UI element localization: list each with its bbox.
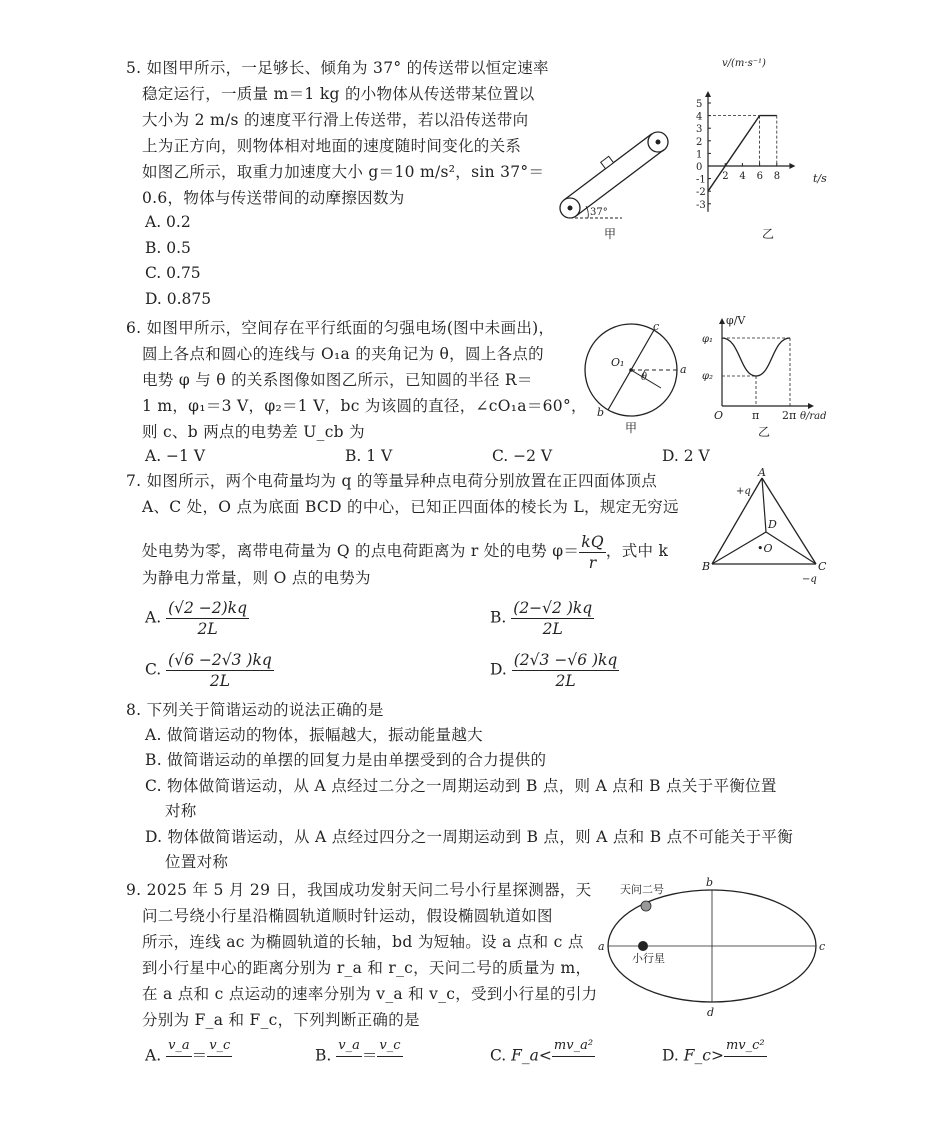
x-tick-label: 2 bbox=[722, 171, 729, 182]
tetrahedron-figure bbox=[700, 466, 840, 588]
q5-option-a: A. 0.2 bbox=[145, 213, 191, 231]
center-o: •O bbox=[757, 542, 773, 555]
y-tick-label: 3 bbox=[696, 124, 703, 136]
caption-jia: 甲 bbox=[625, 421, 638, 435]
option-numerator: (√6 −2√3 )kq bbox=[168, 651, 272, 669]
vertex-b: B bbox=[702, 560, 711, 573]
q8-option-d-cont: 位置对称 bbox=[165, 853, 229, 871]
x-tick-label: 4 bbox=[739, 171, 746, 182]
q7-line: A、C 处，O 点为底面 BCD 的中心，已知正四面体的棱长为 L，规定无穷远 bbox=[142, 498, 679, 516]
q8-option-b: B. 做简谐运动的单摆的回复力是由单摆受到的合力提供的 bbox=[145, 751, 547, 769]
x-tick-label: 6 bbox=[756, 171, 763, 182]
vertex-a: A bbox=[758, 466, 766, 479]
q8-stem: 8. 下列关于简谐运动的说法正确的是 bbox=[126, 701, 384, 719]
q6-option-a: A. −1 V bbox=[145, 447, 206, 465]
y-tick-label: 0 bbox=[696, 162, 703, 173]
q5-option-b: B. 0.5 bbox=[145, 239, 191, 257]
y-axis-arrow bbox=[705, 91, 711, 97]
option-denominator: 2L bbox=[542, 620, 563, 638]
q6-line: 圆上各点和圆心的连线与 O₁a 的夹角记为 θ，圆上各点的 bbox=[142, 345, 544, 363]
phi-theta-graph bbox=[700, 316, 840, 440]
circle-figure bbox=[575, 318, 695, 436]
option-numerator: v_c bbox=[377, 1036, 402, 1057]
q7-option-b bbox=[490, 598, 594, 639]
label-o1: O₁ bbox=[611, 356, 625, 369]
q6-line: 1 m，φ₁＝3 V，φ₂＝1 V，bc 为该圆的直径，∠cO₁a＝60°， bbox=[142, 397, 587, 415]
q5-option-d: D. 0.875 bbox=[145, 290, 212, 308]
q9-option-d bbox=[662, 1036, 767, 1077]
option-relation: ＝ bbox=[191, 1046, 208, 1065]
q8-option-c-cont: 对称 bbox=[165, 802, 197, 820]
option-numerator: v_c bbox=[207, 1036, 232, 1057]
probe-label: 天问二号 bbox=[620, 883, 664, 896]
vertex-d: D bbox=[768, 518, 777, 531]
q7-line3-tail: ，式中 k bbox=[605, 542, 669, 560]
label-theta: θ bbox=[641, 372, 648, 383]
phi-curve bbox=[722, 338, 790, 376]
y-tick-label: 1 bbox=[696, 149, 703, 161]
phi-ylabel: φ/V bbox=[726, 316, 746, 327]
option-numerator: v_a bbox=[336, 1036, 362, 1057]
vertex-c: C bbox=[818, 560, 827, 573]
q8-option-d: D. 物体做简谐运动，从 A 点经过四分之一周期运动到 B 点，则 A 点和 B 点不可能关于平衡 bbox=[145, 828, 794, 846]
label-b: b bbox=[597, 406, 605, 419]
option-denominator: 2L bbox=[197, 620, 218, 638]
option-relation: < bbox=[538, 1046, 552, 1065]
block-on-belt bbox=[601, 156, 614, 168]
option-label: C. bbox=[490, 1046, 507, 1065]
q5-line: 如图乙所示，取重力加速度大小 g＝10 m/s²，sin 37°＝ bbox=[142, 163, 545, 181]
q5-line: 稳定运行，一质量 m＝1 kg 的小物体从传送带某位置以 bbox=[142, 85, 535, 103]
y-tick-label: -3 bbox=[696, 199, 706, 211]
option-numerator: mv_a² bbox=[552, 1036, 595, 1057]
q5-line: 上为正方向，则物体相对地面的速度随时间变化的关系 bbox=[142, 137, 522, 155]
q7-option-a bbox=[145, 598, 249, 639]
q7-line3-text: 处电势为零，离带电荷量为 Q 的点电荷距离为 r 处的电势 φ＝ bbox=[142, 542, 580, 560]
formula-numerator: kQ bbox=[581, 532, 604, 551]
option-label: D. bbox=[490, 660, 507, 679]
q7-line: 为静电力常量，则 O 点的电势为 bbox=[142, 569, 371, 587]
q7-option-c bbox=[145, 650, 274, 691]
option-lhs: F_a bbox=[511, 1046, 539, 1065]
label-c: c bbox=[653, 320, 660, 333]
q5-line: 5. 如图甲所示，一足够长、倾角为 37° 的传送带以恒定速率 bbox=[126, 59, 549, 77]
q6-line: 则 c、b 两点的电势差 U_cb 为 bbox=[142, 423, 365, 441]
option-label: B. bbox=[315, 1046, 332, 1065]
y-tick-label: -1 bbox=[696, 174, 706, 186]
q9-line: 所示，连线 ac 为椭圆轨道的长轴，bd 为短轴。设 a 点和 c 点 bbox=[142, 933, 584, 951]
q9-option-a bbox=[145, 1036, 232, 1077]
vt-axes bbox=[705, 91, 795, 212]
q9-line: 到小行星中心的距离分别为 r_a 和 r_c，天问二号的质量为 m， bbox=[142, 959, 592, 977]
conveyor-figure bbox=[552, 122, 682, 242]
x-axis-arrow bbox=[789, 163, 795, 169]
asteroid-marker bbox=[638, 941, 648, 951]
probe-marker bbox=[641, 901, 651, 911]
q9-line: 问二号绕小行星沿椭圆轨道顺时针运动，假设椭圆轨道如图 bbox=[142, 907, 553, 925]
q8-option-c: C. 物体做简谐运动，从 A 点经过二分之一周期运动到 B 点，则 A 点和 B 点关于平衡位置 bbox=[145, 777, 777, 795]
option-label: A. bbox=[145, 608, 162, 627]
point-b: b bbox=[706, 876, 714, 889]
option-numerator: v_a bbox=[166, 1036, 192, 1057]
formula-denominator: r bbox=[588, 553, 597, 572]
option-denominator: 2L bbox=[555, 672, 576, 690]
q9-option-b bbox=[315, 1036, 403, 1077]
potential-formula bbox=[579, 532, 606, 573]
point-c: c bbox=[819, 940, 826, 953]
option-label: C. bbox=[145, 660, 162, 679]
option-lhs: F_c bbox=[683, 1046, 711, 1065]
q5-line: 大小为 2 m/s 的速度平行滑上传送带，若以沿传送带向 bbox=[142, 111, 529, 129]
y-tick-label: 4 bbox=[696, 111, 703, 123]
option-relation: ＝ bbox=[361, 1046, 378, 1065]
asteroid-label: 小行星 bbox=[632, 952, 665, 965]
vt-graph bbox=[688, 58, 838, 248]
q9-line: 分别为 F_a 和 F_c，下列判断正确的是 bbox=[142, 1011, 420, 1029]
point-a: a bbox=[598, 940, 605, 953]
q6-line: 电势 φ 与 θ 的关系图像如图乙所示，已知圆的半径 R＝ bbox=[142, 371, 533, 389]
angle-label: 37° bbox=[590, 207, 608, 218]
point-d: d bbox=[707, 1006, 715, 1019]
q5-line: 0.6，物体与传送带间的动摩擦因数为 bbox=[142, 189, 405, 207]
charge-minus-q: −q bbox=[802, 574, 817, 585]
q7-line3 bbox=[142, 530, 668, 573]
q7-option-d bbox=[490, 650, 619, 691]
caption-yi: 乙 bbox=[762, 227, 775, 241]
q6-option-b: B. 1 V bbox=[345, 447, 393, 465]
x-tick-label: 8 bbox=[773, 171, 781, 182]
option-numerator: (2−√2 )kq bbox=[513, 599, 593, 617]
origin-label: O bbox=[714, 409, 724, 422]
caption-jia: 甲 bbox=[604, 227, 617, 241]
y-tick-label: -2 bbox=[696, 187, 706, 199]
velocity-segment bbox=[708, 116, 760, 192]
q9-option-c bbox=[490, 1036, 595, 1077]
theta-xlabel: θ/rad bbox=[800, 411, 827, 422]
pi-label: π bbox=[752, 409, 760, 422]
charge-plus-q: +q bbox=[736, 486, 751, 497]
phi2-label: φ₂ bbox=[702, 371, 714, 382]
q9-line: 在 a 点和 c 点运动的速率分别为 v_a 和 v_c，受到小行星的引力 bbox=[142, 985, 598, 1003]
y-tick-label: 5 bbox=[696, 99, 703, 110]
option-denominator: 2L bbox=[209, 672, 231, 690]
option-label: B. bbox=[490, 608, 507, 627]
y-tick-label: 2 bbox=[696, 136, 703, 148]
option-numerator: (√2 −2)kq bbox=[168, 599, 247, 617]
option-numerator: (2√3 −√6 )kq bbox=[513, 651, 618, 669]
q6-line: 6. 如图甲所示，空间存在平行纸面的匀强电场(图中未画出)， bbox=[126, 319, 555, 337]
vt-ylabel: v/(m·s⁻¹) bbox=[722, 58, 766, 69]
option-numerator: mv_c² bbox=[724, 1036, 767, 1057]
phi1-label: φ₁ bbox=[702, 334, 714, 345]
q5-option-c: C. 0.75 bbox=[145, 264, 201, 282]
q6-option-d: D. 2 V bbox=[662, 447, 710, 465]
label-a: a bbox=[680, 363, 687, 376]
vt-xlabel: t/s bbox=[813, 172, 827, 185]
option-label: D. bbox=[662, 1046, 679, 1065]
option-relation: > bbox=[710, 1046, 724, 1065]
q8-option-a: A. 做简谐运动的物体，振幅越大，振动能量越大 bbox=[145, 726, 483, 744]
orbit-figure bbox=[598, 876, 830, 1022]
twopi-label: 2π bbox=[782, 409, 797, 422]
q9-line: 9. 2025 年 5 月 29 日，我国成功发射天问二号小行星探测器，天 bbox=[126, 881, 592, 899]
caption-yi: 乙 bbox=[758, 425, 771, 439]
q7-line: 7. 如图所示，两个电荷量均为 q 的等量异种点电荷分别放置在正四面体顶点 bbox=[126, 472, 658, 490]
q6-option-c: C. −2 V bbox=[492, 447, 553, 465]
option-label: A. bbox=[145, 1046, 162, 1065]
